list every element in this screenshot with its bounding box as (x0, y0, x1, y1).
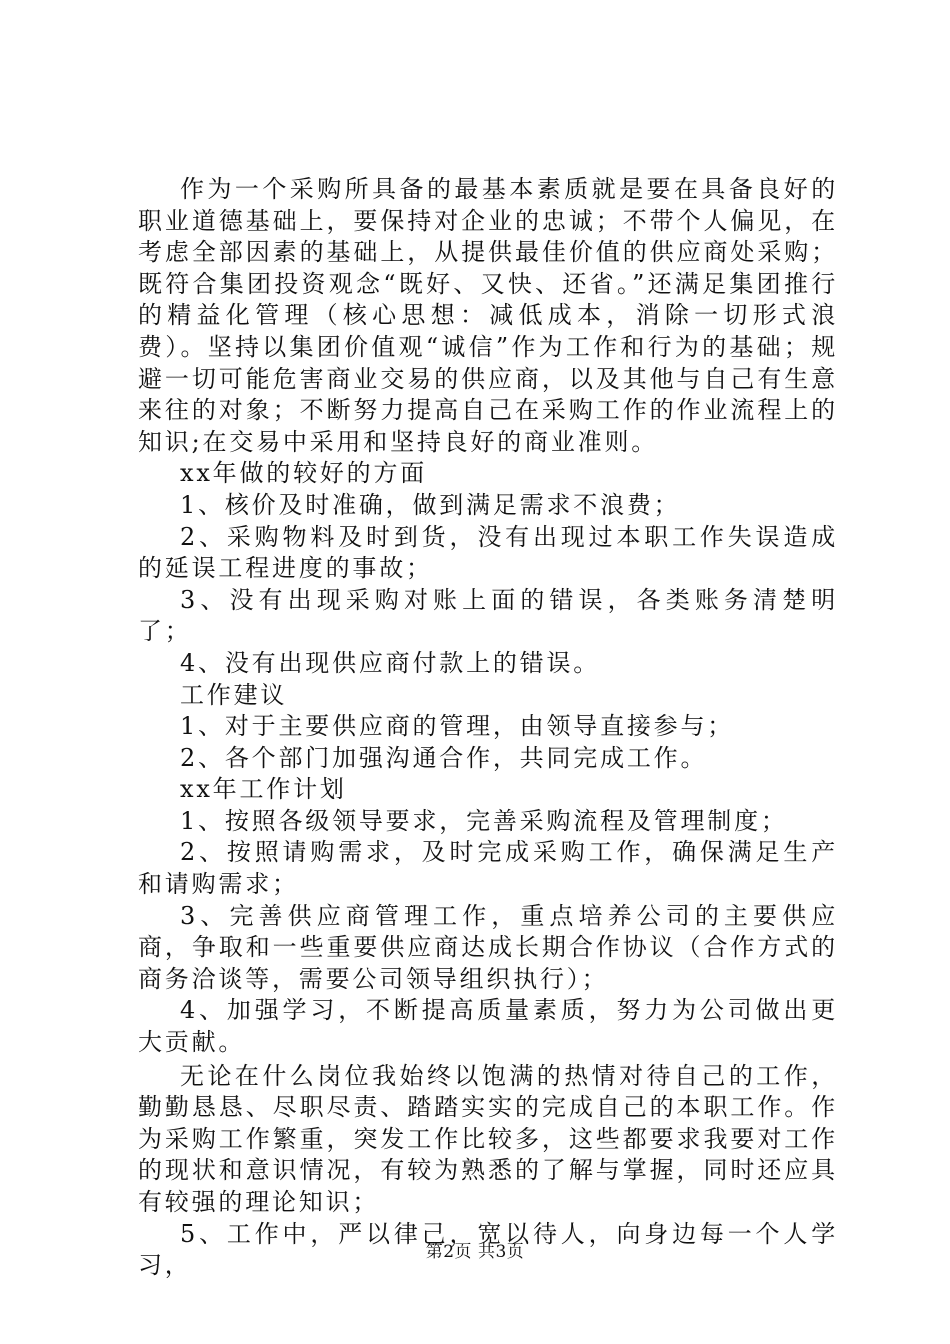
section-heading-plan: xx年工作计划 (180, 775, 347, 804)
page-number-footer: 第2页 共3页 (425, 1242, 525, 1262)
plan-item-1: 1、按照各级领导要求，完善采购流程及管理制度； (180, 806, 788, 835)
achievement-item-4: 4、没有出现供应商付款上的错误。 (180, 648, 601, 677)
intro-paragraph: 作为一个采购所具备的最基本素质就是要在具备良好的职业道德基础上，要保持对企业的忠诚；不带个人偏见，在考虑全部因素的基础上，从提供最佳价值的供应商处采购；既符合集团投资观念“既好、又快、还省。”还满足集团推行的精益化管理（核心思想：减低成本，消除一切形式浪费）。坚持以集团价值观“诚信”作为工作和行为的基础；规避一切可能危害商业交易的供应商，以及其他与自己有生意来往的对象；不断努力提高自己在采购工作的作业流程上的知识;在交易中采用和坚持良好的商业准则。 (138, 175, 838, 456)
achievement-item-1: 1、核价及时准确，做到满足需求不浪费； (180, 490, 681, 519)
achievement-item-3: 3、没有出现采购对账上面的错误，各类账务清楚明了； (138, 585, 838, 646)
section-heading-suggestions: 工作建议 (180, 680, 288, 709)
plan-item-4: 4、加强学习，不断提高质量素质，努力为公司做出更大贡献。 (138, 996, 838, 1057)
section-heading-achievements: xx年做的较好的方面 (180, 459, 428, 488)
plan-item-2: 2、按照请购需求，及时完成采购工作，确保满足生产和请购需求； (138, 838, 838, 899)
achievement-item-2: 2、采购物料及时到货，没有出现过本职工作失误造成的延误工程进度的事故； (138, 522, 838, 583)
suggestion-item-1: 1、对于主要供应商的管理，由领导直接参与； (180, 712, 735, 741)
attitude-paragraph: 无论在什么岗位我始终以饱满的热情对待自己的工作，勤勤恳恳、尽职尽责、踏踏实实的完成自己的本职工作。作为采购工作繁重，突发工作比较多，这些都要求我要对工作的现状和意识情况，有较为熟悉的了解与掌握，同时还应具有较强的理论知识； (138, 1061, 838, 1216)
plan-item-3: 3、完善供应商管理工作，重点培养公司的主要供应商，争取和一些重要供应商达成长期合作协议（合作方式的商务洽谈等，需要公司领导组织执行）； (138, 901, 838, 993)
plan-item-5: 5、工作中，严以律己，宽以待人，向身边每一个人学习， (138, 1219, 838, 1280)
suggestion-item-2: 2、各个部门加强沟通合作，共同完成工作。 (180, 743, 708, 772)
document-body (138, 174, 838, 1282)
